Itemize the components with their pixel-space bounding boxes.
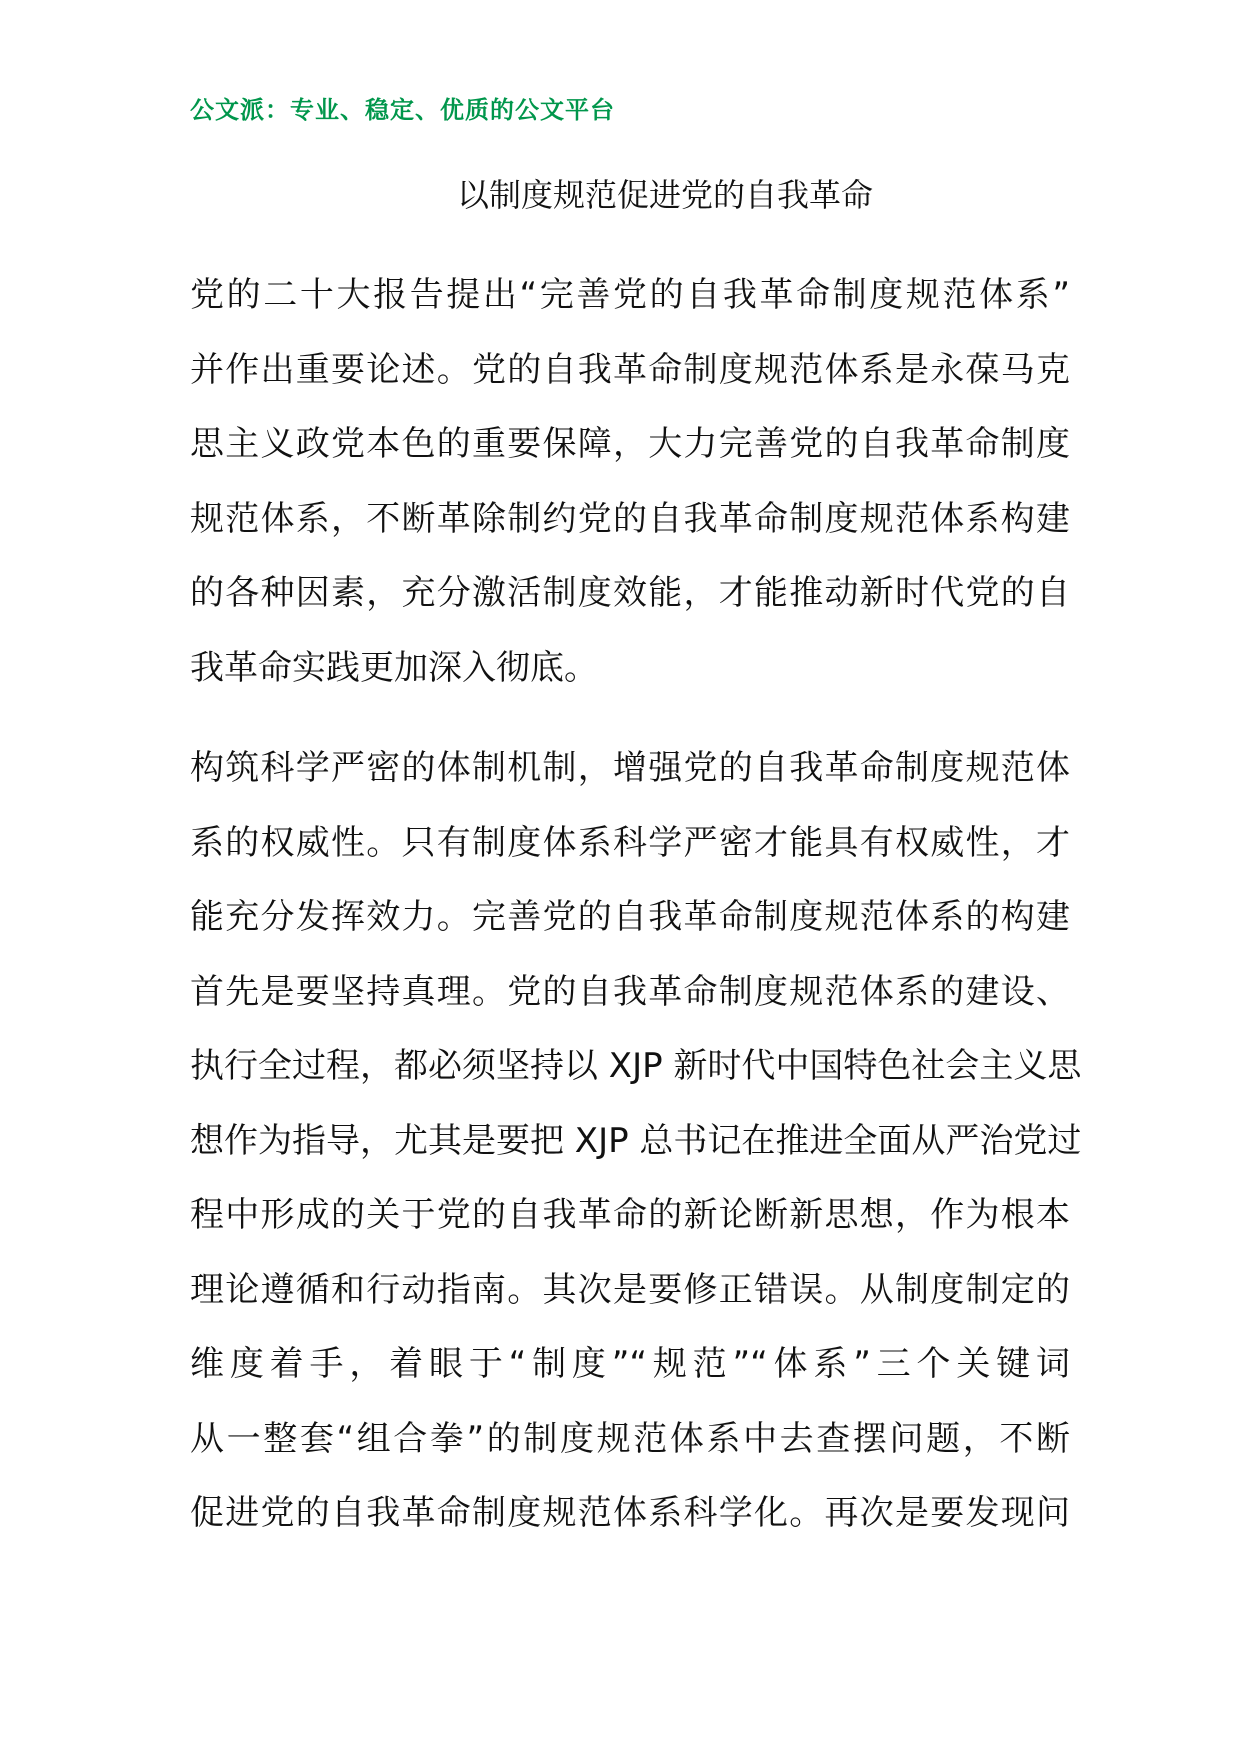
- text-line: 促进党的自我革命制度规范体系科学化。再次是要发现问: [190, 1493, 1070, 1533]
- paragraph-gap: [190, 705, 1070, 731]
- text-line: 系的权威性。只有制度体系科学严密才能具有权威性，才: [190, 822, 1070, 863]
- text-line: 构筑科学严密的体制机制，增强党的自我革命制度规范体: [190, 748, 1070, 788]
- text-line: 规范体系，不断革除制约党的自我革命制度规范体系构建: [190, 498, 1070, 539]
- document-title: 以制度规范促进党的自我革命: [456, 176, 873, 214]
- text-line: 并作出重要论述。党的自我革命制度规范体系是永葆马克: [190, 349, 1070, 390]
- text-line: 执行全过程，都必须坚持以 XJP 新时代中国特色社会主义思: [190, 1046, 1082, 1086]
- platform-slogan: 公文派：专业、稳定、优质的公文平台: [190, 96, 615, 124]
- text-line: 党的二十大报告提出“完善党的自我革命制度规范体系”: [190, 275, 1070, 315]
- text-line: 维度着手，着眼于“制度”“规范”“体系”三个关键词: [190, 1344, 1070, 1384]
- text-line: 想作为指导，尤其是要把 XJP 总书记在推进全面从严治党过: [190, 1120, 1082, 1161]
- text-line: 从一整套“组合拳”的制度规范体系中去查摆问题，不断: [190, 1418, 1070, 1459]
- text-line: 首先是要坚持真理。党的自我革命制度规范体系的建设、: [190, 971, 1070, 1012]
- text-line: 程中形成的关于党的自我革命的新论断新思想，作为根本: [190, 1195, 1070, 1235]
- text-line: 理论遵循和行动指南。其次是要修正错误。从制度制定的: [190, 1269, 1070, 1310]
- text-line: 思主义政党本色的重要保障，大力完善党的自我革命制度: [190, 424, 1070, 464]
- paragraph-2: [190, 731, 1082, 1551]
- text-line: 我革命实践更加深入彻底。: [190, 647, 598, 688]
- text-line: 能充分发挥效力。完善党的自我革命制度规范体系的构建: [190, 897, 1070, 937]
- paragraph-1: [190, 258, 1070, 705]
- text-line: 的各种因素，充分激活制度效能，才能推动新时代党的自: [190, 573, 1070, 613]
- document-body: [190, 258, 1082, 1551]
